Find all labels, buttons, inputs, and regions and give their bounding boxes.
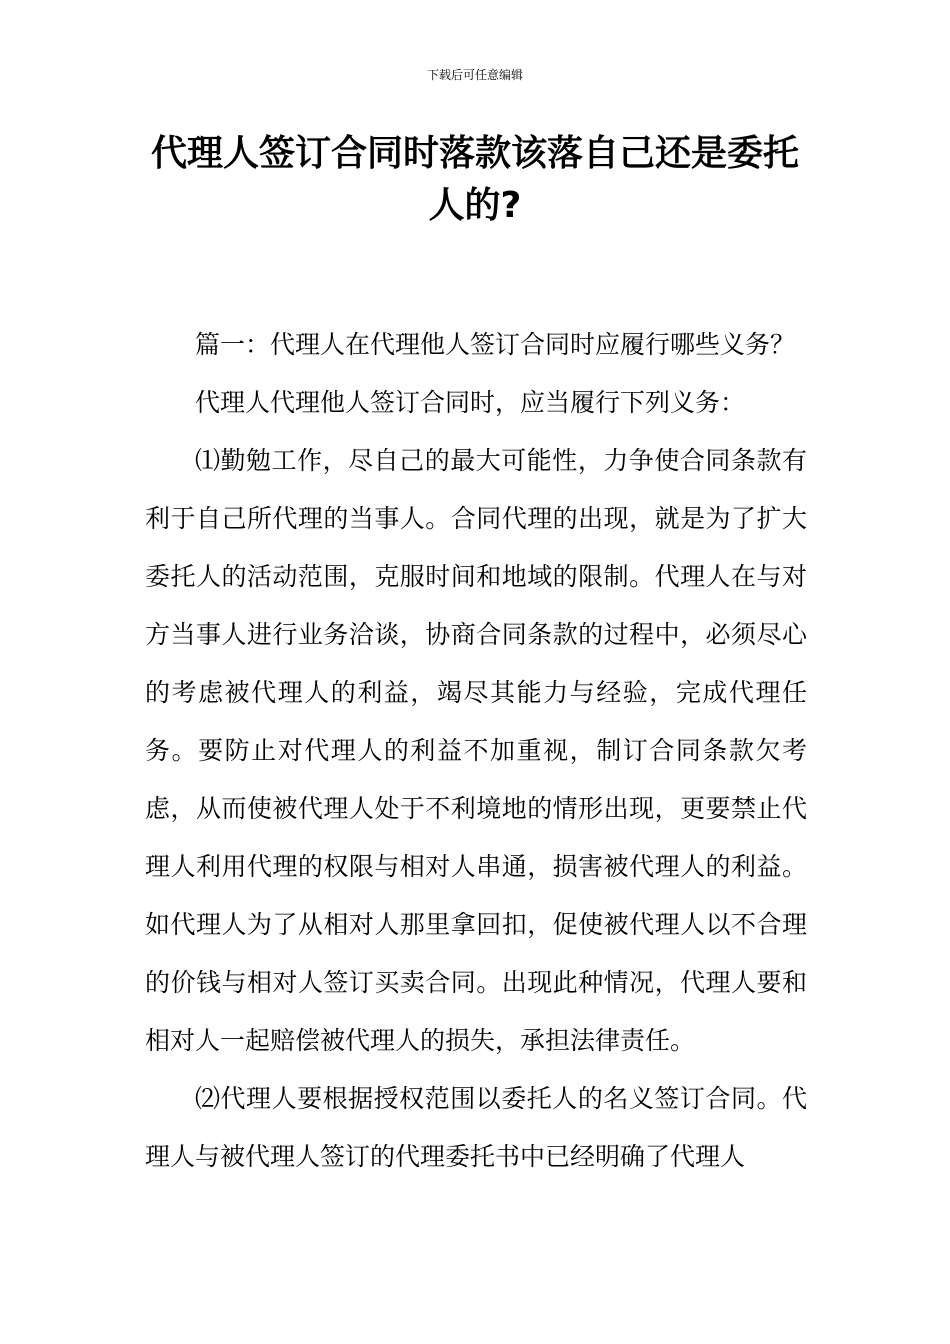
paragraph-duty-1: ⑴勤勉工作，尽自己的最大可能性，力争使合同条款有利于自己所代理的当事人。合同代理的出现，就是为了扩大委托人的活动范围，克服时间和地域的限制。代理人在与对方当事人进行业务洽谈，协商合同条款的过程中，必须尽心的考虑被代理人的利益，竭尽其能力与经验，完成代理任务。要防止对代理人的利益不加重视，制订合同条款欠考虑，从而使被代理人处于不利境地的情形出现，更要禁止代理人利用代理的权限与相对人串通，损害被代理人的利益。如代理人为了从相对人那里拿回扣，促使被代理人以不合理的价钱与相对人签订买卖合同。出现此种情况，代理人要和相对人一起赔偿被代理人的损失，承担法律责任。 <box>145 446 807 1055</box>
document-body <box>145 316 807 1186</box>
paragraph-intro: 代理人代理他人签订合同时，应当履行下列义务： <box>195 388 746 417</box>
paragraph-duty-2: ⑵代理人要根据授权范围以委托人的名义签订合同。代理人与被代理人签订的代理委托书中已经明确了代理人 <box>145 1084 807 1171</box>
paragraph-section-heading: 篇一：代理人在代理他人签订合同时应履行哪些义务？ <box>195 330 796 359</box>
document-title: 代理人签订合同时落款该落自己还是委托人的? <box>150 133 799 226</box>
header-note: 下载后可任意编辑 <box>426 68 523 82</box>
